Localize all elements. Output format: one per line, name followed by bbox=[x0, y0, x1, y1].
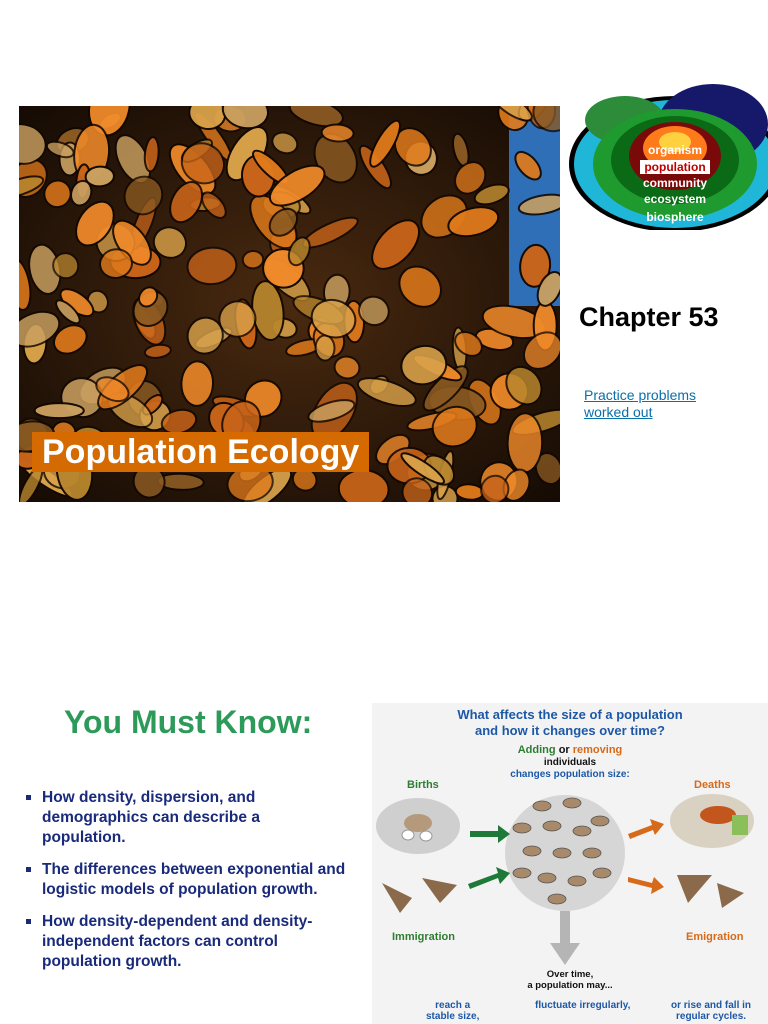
changes-label: changes population size: bbox=[510, 769, 630, 780]
plover-bird-icon bbox=[548, 894, 566, 904]
plover-bird-icon bbox=[533, 801, 551, 811]
chick bbox=[420, 831, 432, 841]
births-label: Births bbox=[407, 779, 439, 791]
objective-item bbox=[26, 912, 346, 972]
practice-link-line2[interactable]: worked out bbox=[584, 404, 653, 420]
objective-text: How density-dependent and density-independent factors can control population growth. bbox=[42, 913, 313, 970]
bullet-square-icon bbox=[26, 919, 31, 924]
population-change-figure bbox=[372, 703, 768, 1024]
level-ecosystem: ecosystem bbox=[643, 192, 707, 206]
level-biosphere: biosphere bbox=[646, 210, 704, 224]
emigration-label: Emigration bbox=[686, 931, 744, 943]
level-organism: organism bbox=[647, 143, 703, 157]
plover-bird-icon bbox=[568, 876, 586, 886]
chick bbox=[402, 830, 414, 840]
butterfly-wing bbox=[242, 250, 264, 269]
butterfly-wing bbox=[315, 335, 334, 361]
figure-question-line1: What affects the size of a population bbox=[457, 707, 683, 722]
or-label: or bbox=[558, 744, 570, 756]
flying-bird-icon bbox=[422, 878, 457, 903]
butterfly-wing bbox=[321, 124, 354, 143]
over-time-arrow-icon bbox=[550, 911, 580, 965]
outcome-cycles: or rise and fall in regular cycles. bbox=[671, 1000, 752, 1022]
chapter-heading: Chapter 53 bbox=[579, 302, 719, 332]
level-population: population bbox=[644, 160, 706, 174]
objective-text: How density, dispersion, and demographics can describe a population. bbox=[42, 789, 260, 846]
outcome-fluctuate: fluctuate irregularly, bbox=[535, 1000, 631, 1011]
deaths-label: Deaths bbox=[694, 779, 731, 791]
must-know-heading: You Must Know: bbox=[64, 704, 313, 740]
slide-title: Population Ecology bbox=[32, 432, 369, 472]
individuals-label: individuals bbox=[543, 757, 597, 768]
level-community: community bbox=[642, 176, 708, 190]
plover-bird-icon bbox=[553, 848, 571, 858]
figure-question-line2: and how it changes over time? bbox=[475, 723, 665, 738]
plover-bird-icon bbox=[583, 848, 601, 858]
births-arrow-icon bbox=[470, 825, 510, 843]
plover-bird-icon bbox=[573, 826, 591, 836]
population-may-label: a population may... bbox=[527, 980, 613, 991]
plover-bird-icon bbox=[593, 868, 611, 878]
butterfly-wing bbox=[181, 361, 214, 407]
flying-bird-icon bbox=[677, 875, 712, 903]
butterfly-wing bbox=[507, 413, 543, 473]
plover-bird-icon bbox=[543, 821, 561, 831]
plover-bird-icon bbox=[563, 798, 581, 808]
flying-bird-icon bbox=[717, 883, 744, 908]
immigration-arrow-icon bbox=[468, 867, 510, 889]
outcome-stable: reach a stable size, bbox=[426, 1000, 480, 1022]
adding-removing-line bbox=[372, 744, 768, 756]
removing-label: removing bbox=[572, 744, 623, 756]
plover-bird-icon bbox=[513, 868, 531, 878]
immigration-label: Immigration bbox=[392, 931, 455, 943]
objective-item bbox=[26, 860, 346, 900]
fox-icon bbox=[700, 806, 736, 824]
plover-bird-icon bbox=[538, 873, 556, 883]
plover-bird-icon bbox=[591, 816, 609, 826]
grass bbox=[732, 815, 748, 835]
learning-objectives-list bbox=[26, 788, 346, 984]
emigration-arrow-icon bbox=[628, 877, 664, 894]
butterfly-wing bbox=[85, 166, 114, 187]
butterfly-wing bbox=[35, 403, 84, 418]
objective-text: The differences between exponential and logistic models of population growth. bbox=[42, 861, 346, 898]
over-time-label: Over time, bbox=[546, 969, 594, 980]
objective-item bbox=[26, 788, 346, 848]
practice-link-line1[interactable]: Practice problems bbox=[584, 387, 697, 403]
adding-label: Adding bbox=[517, 744, 556, 756]
practice-problems-link[interactable] bbox=[584, 387, 724, 421]
bullet-square-icon bbox=[26, 795, 31, 800]
deaths-arrow-icon bbox=[628, 819, 664, 839]
plover-bird-icon bbox=[523, 846, 541, 856]
bullet-square-icon bbox=[26, 867, 31, 872]
plover-bird-icon bbox=[513, 823, 531, 833]
flying-bird-icon bbox=[382, 883, 412, 913]
parent-bird bbox=[404, 814, 432, 832]
organization-levels-diagram bbox=[565, 80, 768, 230]
